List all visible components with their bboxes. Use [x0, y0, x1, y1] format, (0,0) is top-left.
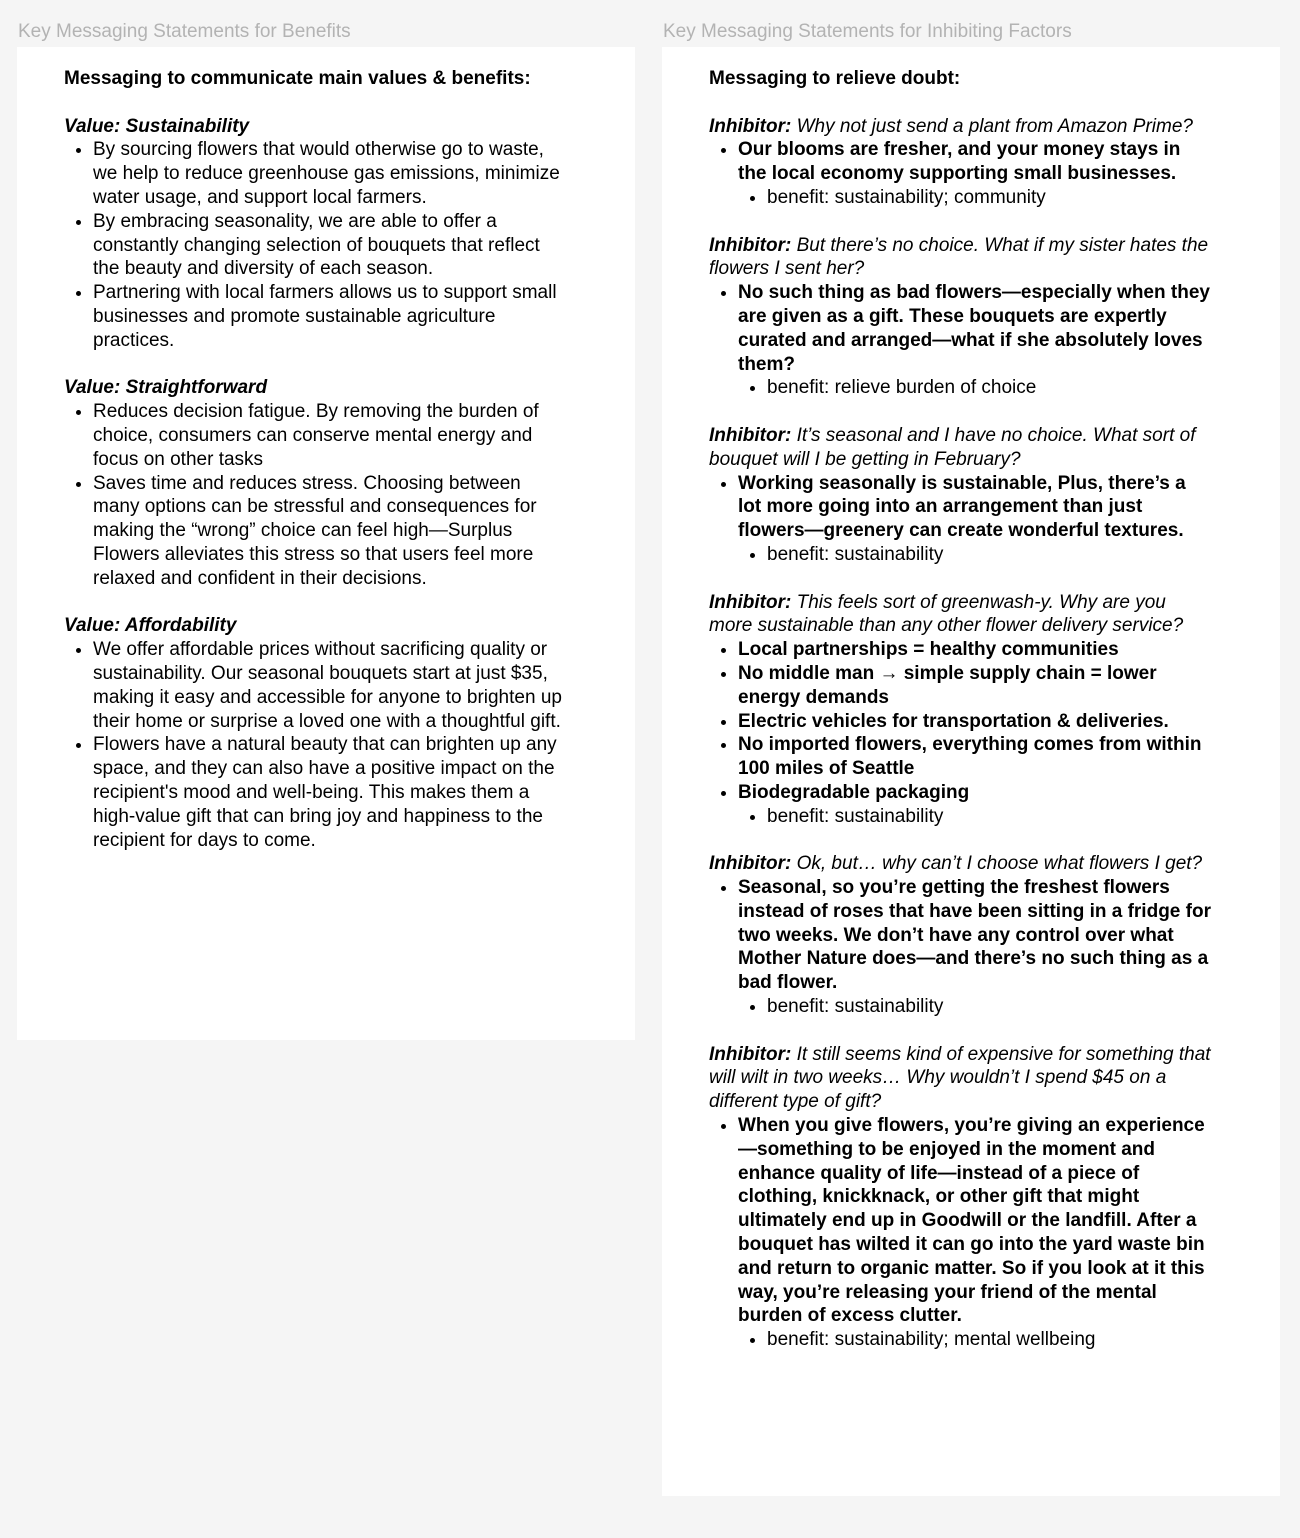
value-point: • Partnering with local farmers allows us to support small businesses and promote sustainable agriculture practices. — [93, 281, 564, 352]
inhibitor-line — [709, 424, 1214, 472]
inhibitor-line — [709, 234, 1214, 282]
inhibitors-frame[interactable] — [662, 47, 1280, 1496]
inhibitors-content — [709, 67, 1214, 1352]
inhibitor-response: • Local partnerships = healthy communities — [738, 638, 1214, 662]
value-points — [64, 638, 564, 852]
value-point: • We offer affordable prices without sacrificing quality or sustainability. Our seasonal bouquets start at just $35, making it easy and accessible for anyone to brighten up their home or surprise a loved one with a thoughtful gift. — [93, 638, 564, 733]
inhibitor-responses — [709, 876, 1214, 1019]
value-point: • By sourcing flowers that would otherwise go to waste, we help to reduce greenhouse gas emissions, minimize water usage, and support local farmers. — [93, 138, 564, 209]
benefit-item: • benefit: sustainability; mental wellbeing — [767, 1328, 1214, 1352]
benefits-content — [64, 67, 564, 852]
inhibitor-label: Inhibitor: — [709, 424, 792, 446]
inhibitor-line — [709, 1043, 1214, 1114]
inhibitor-line — [709, 591, 1214, 639]
response-text: Biodegradable packaging — [738, 781, 970, 803]
value-title: Value: Affordability — [64, 615, 237, 637]
benefit-list — [738, 376, 1214, 400]
inhibitor-response — [738, 781, 1214, 829]
inhibitor-section — [709, 591, 1214, 829]
inhibitor-response — [738, 281, 1214, 400]
inhibitor-responses — [709, 638, 1214, 828]
benefits-heading: Messaging to communicate main values & benefits: — [64, 68, 531, 89]
value-point: • Flowers have a natural beauty that can brighten up any space, and they can also have a positive impact on the recipient's mood and well-being. This makes them a high-value gift that can bring joy and happiness to the recipient for days to come. — [93, 733, 564, 852]
inhibitor-section — [709, 424, 1214, 567]
response-text: When you give flowers, you’re giving an experience—something to be enjoyed in the moment and enhance quality of life—instead of a piece of clothing, knickknack, or other gift that might ultimately end up in Goodwill or the landfill. After a bouquet has wilted it can go into the yard waste bin and return to organic matter. So if you look at it this way, you’re releasing your friend of the mental burden of excess clutter. — [738, 1115, 1205, 1327]
benefit-list — [738, 1328, 1214, 1352]
inhibitor-section — [709, 115, 1214, 210]
inhibitors-frame-label[interactable]: Key Messaging Statements for Inhibiting Factors — [663, 21, 1072, 42]
inhibitor-section — [709, 234, 1214, 401]
value-title: Value: Sustainability — [64, 115, 250, 137]
response-text: Seasonal, so you’re getting the freshest flowers instead of roses that have been sitting in a fridge for two weeks. We don’t have any control over what Mother Nature does—and there’s no such thing as a bad flower. — [738, 877, 1211, 994]
benefit-list — [738, 995, 1214, 1019]
value-point: • By embracing seasonality, we are able to offer a constantly changing selection of bouquets that reflect the beauty and diversity of each season. — [93, 210, 564, 281]
inhibitor-label: Inhibitor: — [709, 234, 792, 256]
response-text: No such thing as bad flowers—especially when they are given as a gift. These bouquets are expertly curated and arranged—what if she absolutely loves them? — [738, 282, 1210, 375]
inhibitor-question: Why not just send a plant from Amazon Prime? — [796, 115, 1193, 137]
value-section-straightforward — [64, 376, 564, 590]
benefit-list — [738, 543, 1214, 567]
value-point: • Saves time and reduces stress. Choosing between many options can be stressful and consequences for making the “wrong” choice can feel high—Surplus Flowers alleviates this stress so that users feel more relaxed and confident in their decisions. — [93, 472, 564, 591]
inhibitor-responses — [709, 472, 1214, 567]
inhibitor-response — [738, 138, 1214, 209]
inhibitor-response — [738, 876, 1214, 1019]
inhibitor-question: It’s seasonal and I have no choice. What sort of bouquet will I be getting in February? — [709, 424, 1196, 470]
response-text: Working seasonally is sustainable, Plus, there’s a lot more going into an arrangement than just flowers—greenery can create wonderful textures. — [738, 472, 1186, 542]
inhibitor-response: • No imported flowers, everything comes from within 100 miles of Seattle — [738, 733, 1214, 781]
inhibitor-responses — [709, 1114, 1214, 1352]
value-title: Value: Straightforward — [64, 377, 268, 399]
inhibitor-label: Inhibitor: — [709, 1043, 792, 1065]
inhibitor-line — [709, 852, 1214, 876]
inhibitor-question: But there’s no choice. What if my sister hates the flowers I sent her? — [709, 234, 1209, 280]
inhibitor-section — [709, 852, 1214, 1019]
inhibitors-heading: Messaging to relieve doubt: — [709, 68, 961, 89]
inhibitor-question: It still seems kind of expensive for something that will wilt in two weeks… Why wouldn’t I spend $45 on a different type of gift? — [709, 1043, 1211, 1113]
benefit-item: • benefit: sustainability — [767, 805, 1214, 829]
benefits-frame-label[interactable]: Key Messaging Statements for Benefits — [18, 21, 351, 42]
inhibitor-label: Inhibitor: — [709, 591, 792, 613]
benefit-list — [738, 186, 1214, 210]
inhibitor-label: Inhibitor: — [709, 853, 792, 875]
benefit-item: • benefit: sustainability; community — [767, 186, 1214, 210]
value-section-affordability — [64, 614, 564, 852]
inhibitor-label: Inhibitor: — [709, 115, 792, 137]
inhibitor-response: • No middle man → simple supply chain = lower energy demands — [738, 662, 1214, 710]
inhibitor-question: Ok, but… why can’t I choose what flowers I get? — [796, 853, 1203, 875]
inhibitor-response: • Electric vehicles for transportation & deliveries. — [738, 710, 1214, 734]
inhibitor-response — [738, 472, 1214, 567]
inhibitor-response — [738, 1114, 1214, 1352]
value-point: • Reduces decision fatigue. By removing the burden of choice, consumers can conserve mental energy and focus on other tasks — [93, 400, 564, 471]
benefit-list — [738, 805, 1214, 829]
inhibitor-responses — [709, 281, 1214, 400]
response-text: Our blooms are fresher, and your money stays in the local economy supporting small businesses. — [738, 139, 1181, 185]
benefits-frame[interactable] — [17, 47, 635, 1040]
inhibitor-line — [709, 115, 1214, 139]
inhibitor-responses — [709, 138, 1214, 209]
benefit-item: • benefit: sustainability — [767, 543, 1214, 567]
value-points — [64, 400, 564, 590]
benefit-item: • benefit: sustainability — [767, 995, 1214, 1019]
inhibitor-question: This feels sort of greenwash-y. Why are you more sustainable than any other flower delivery service? — [709, 591, 1184, 637]
value-points — [64, 138, 564, 352]
inhibitor-section — [709, 1043, 1214, 1352]
benefit-item: • benefit: relieve burden of choice — [767, 376, 1214, 400]
value-section-sustainability — [64, 115, 564, 353]
